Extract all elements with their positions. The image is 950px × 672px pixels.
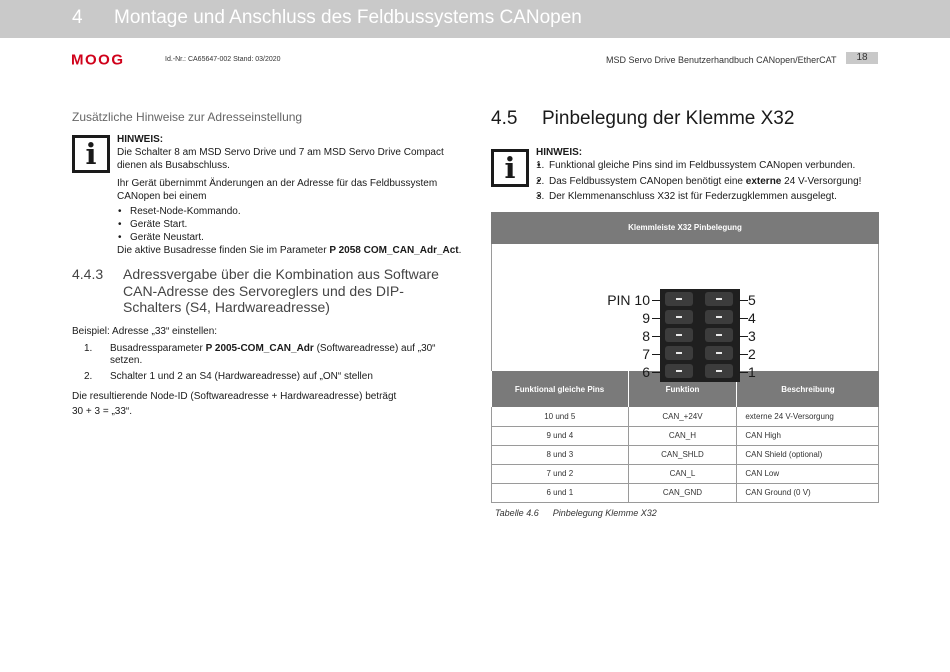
page-number: 18: [846, 52, 878, 64]
table-cell: CAN Low: [737, 464, 879, 483]
terminal-diagram: [491, 244, 879, 380]
note-list: [536, 159, 876, 203]
pin-lead: [739, 318, 748, 319]
note-text: Ihr Gerät übernimmt Änderungen an der Adresse für das Feldbussystem CANopen bei einem: [117, 178, 438, 202]
table-row: [492, 483, 879, 502]
column-header: Beschreibung: [737, 371, 879, 407]
table-cell: CAN_GND: [628, 483, 737, 502]
list-item: • Reset-Node-Kommando.: [117, 205, 462, 218]
note-bullet-list: [117, 205, 462, 244]
table-caption: [495, 508, 657, 518]
pin-table: [491, 371, 879, 503]
pin-label: 4: [748, 310, 756, 326]
column-header: Funktion: [628, 371, 737, 407]
note-text: Die Schalter 8 am MSD Servo Drive und 7 am MSD Servo Drive Compact dienen als Busabschluss.: [117, 147, 444, 171]
note-label: HINWEIS:: [117, 134, 164, 145]
pin-assignment-table: [491, 212, 879, 503]
moog-logo: [71, 52, 153, 66]
section-title: Pinbelegung der Klemme X32: [542, 108, 795, 129]
table-cell: externe 24 V-Versorgung: [737, 407, 879, 426]
list-item: • Geräte Neustart.: [117, 231, 462, 244]
section-title: Adressvergabe über die Kombination aus Software CAN-Adresse des Servoreglers und des DIP-Schalters (S4, Hardwareadresse): [123, 266, 439, 315]
section-number: 4.5: [491, 108, 518, 129]
chapter-number: 4: [72, 7, 83, 28]
note-text: Die aktive Busadresse finden Sie im Parameter P 2058 COM_CAN_Adr_Act.: [117, 245, 462, 256]
pin-label: 1: [748, 364, 756, 380]
table-cell: CAN Ground (0 V): [737, 483, 879, 502]
note-label: HINWEIS:: [536, 147, 583, 158]
terminal-block: [660, 289, 740, 382]
table-cell: 8 und 3: [492, 445, 629, 464]
table-cell: 9 und 4: [492, 426, 629, 445]
table-row: [492, 445, 879, 464]
pin-label: PIN 10: [607, 292, 650, 308]
table-cell: CAN_L: [628, 464, 737, 483]
list-item: • 2. Das Feldbussystem CANopen benötigt eine externe 24 V-Versorgung!: [536, 175, 876, 188]
chapter-title: Montage und Anschluss des Feldbussystems CANopen: [114, 7, 582, 28]
info-icon: i: [491, 149, 529, 187]
pin-label: 6: [642, 364, 650, 380]
table-title: Klemmleiste X32 Pinbelegung: [491, 212, 879, 244]
result-text: 30 + 3 = „33“.: [72, 406, 133, 417]
table-cell: CAN Shield (optional): [737, 445, 879, 464]
caption-number: Tabelle 4.6: [495, 508, 539, 518]
step-list: [84, 343, 464, 387]
pin-lead: [739, 336, 748, 337]
table-cell: CAN High: [737, 426, 879, 445]
table-cell: CAN_+24V: [628, 407, 737, 426]
list-item: • Geräte Start.: [117, 218, 462, 231]
info-icon: i: [72, 135, 110, 173]
pin-label: 9: [642, 310, 650, 326]
pin-lead: [739, 354, 748, 355]
pin-label: 8: [642, 328, 650, 344]
list-item: 2. Schalter 1 und 2 an S4 (Hardwareadresse) auf „ON“ stellen: [84, 371, 373, 382]
pin-label: 3: [748, 328, 756, 344]
pin-label: 5: [748, 292, 756, 308]
table-row: [492, 464, 879, 483]
pin-lead: [739, 372, 748, 373]
column-header: Funktional gleiche Pins: [492, 371, 629, 407]
parameter-name: P 2005-COM_CAN_Adr: [205, 343, 314, 354]
document-title: MSD Servo Drive Benutzerhandbuch CANopen/EtherCAT: [606, 55, 837, 65]
parameter-name: P 2058 COM_CAN_Adr_Act: [329, 245, 459, 256]
chapter-header-bar: [0, 0, 950, 38]
example-text: Beispiel: Adresse „33“ einstellen:: [72, 326, 218, 337]
table-cell: 6 und 1: [492, 483, 629, 502]
sub-heading: Zusätzliche Hinweise zur Adresseinstellung: [72, 110, 303, 124]
caption-title: Pinbelegung Klemme X32: [552, 508, 657, 518]
result-text: Die resultierende Node-ID (Softwareadresse + Hardwareadresse) beträgt: [72, 391, 397, 402]
list-item: 1. Busadressparameter P 2005-COM_CAN_Adr (Softwareadresse) auf „30“ setzen.: [84, 343, 436, 366]
list-item: • 1. Funktional gleiche Pins sind im Feldbussystem CANopen verbunden.: [536, 159, 876, 172]
table-cell: CAN_SHLD: [628, 445, 737, 464]
table-row: [492, 407, 879, 426]
note-pins: [536, 146, 876, 206]
document-id: Id.-Nr.: CA65647-002 Stand: 03/2020: [165, 56, 281, 63]
pin-label: 7: [642, 346, 650, 362]
note-address: [117, 133, 462, 257]
list-item: • 3. Der Klemmenanschluss X32 ist für Federzugklemmen ausgelegt.: [536, 190, 876, 203]
table-cell: 7 und 2: [492, 464, 629, 483]
pin-lead: [739, 300, 748, 301]
section-number: 4.4.3: [72, 266, 104, 282]
pin-label: 2: [748, 346, 756, 362]
logo-text: MOOG: [71, 52, 125, 66]
table-cell: CAN_H: [628, 426, 737, 445]
table-row: [492, 426, 879, 445]
table-cell: 10 und 5: [492, 407, 629, 426]
